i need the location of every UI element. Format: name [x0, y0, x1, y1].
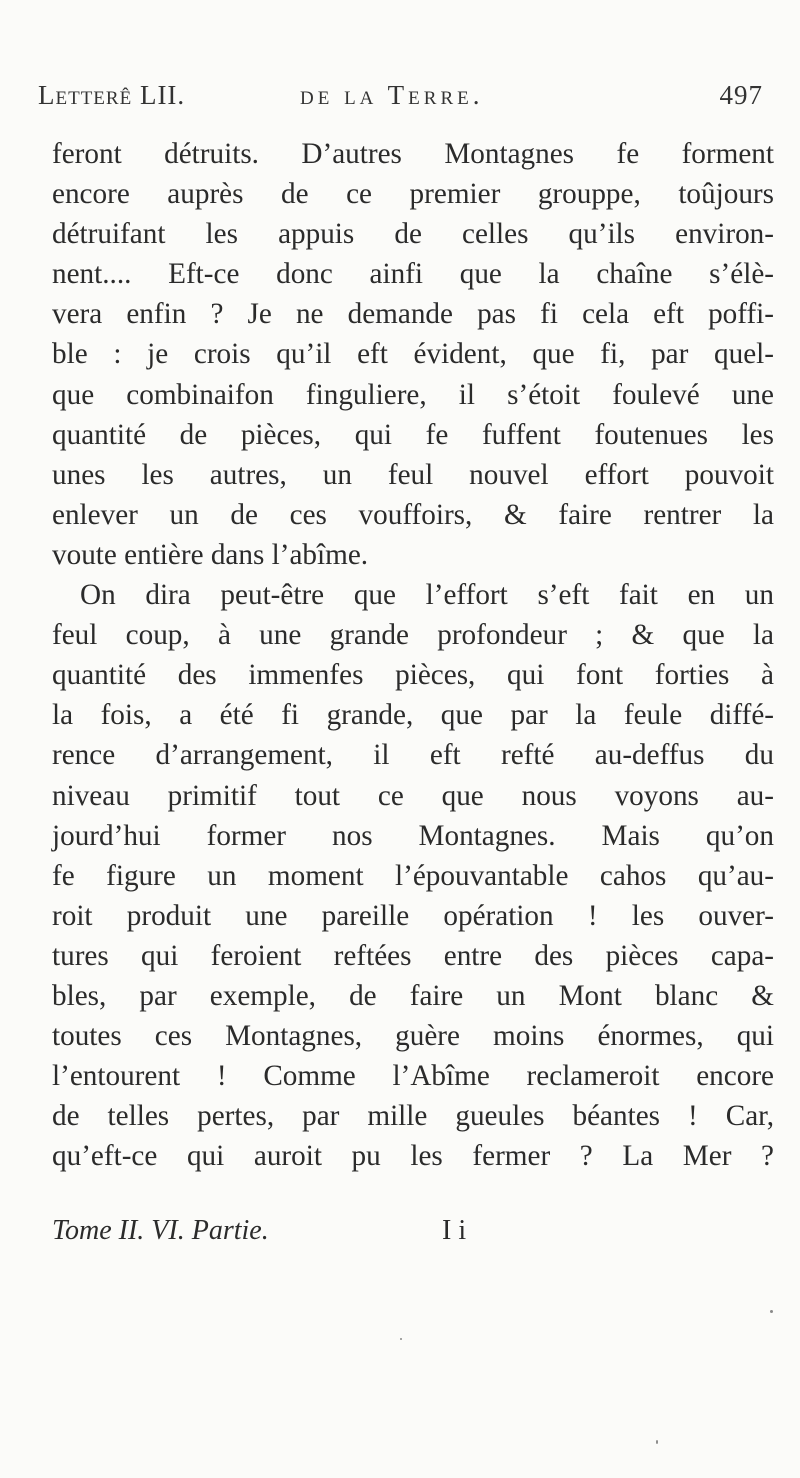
text-line: On dira peut-être que l’effort s’eft fait en un [80, 579, 774, 612]
text-line: ble : je crois qu’il eft évident, que fi, par quel- [52, 338, 774, 371]
text-line: voute entière dans l’abîme. [52, 538, 369, 571]
running-head-title: de la Terre. [300, 80, 484, 110]
text-line: encore auprès de ce premier grouppe, toûjours [52, 178, 774, 211]
text-line: qu’eft-ce qui auroit pu les fermer ? La Mer ? [52, 1140, 774, 1173]
paper-speck [770, 1310, 773, 1313]
text-line: quantité des immenfes pièces, qui font forties à [52, 659, 774, 692]
printer-signature-mark: I i [442, 1215, 467, 1246]
text-line: unes les autres, un feul nouvel effort pouvoit [52, 458, 774, 491]
text-line: bles, par exemple, de faire un Mont blanc & [52, 979, 774, 1012]
text-line: tures qui feroient reftées entre des pièces capa- [52, 939, 774, 972]
text-line: jourd’hui former nos Montagnes. Mais qu’on [52, 819, 774, 852]
page-footer [52, 1215, 764, 1251]
page-number: 497 [719, 80, 763, 110]
running-head-letter: Letterê LII. [38, 80, 186, 110]
text-line: feront détruits. D’autres Montagnes fe forment [52, 138, 774, 170]
body-text [52, 134, 774, 1176]
text-line: roit produit une pareille opération ! les ouver- [52, 899, 774, 932]
text-line: fe figure un moment l’épouvantable cahos qu’au- [52, 859, 774, 892]
text-line: de telles pertes, par mille gueules béantes ! Car, [52, 1100, 774, 1133]
text-line: toutes ces Montagnes, guère moins énormes, qui [52, 1020, 774, 1053]
volume-signature: Tome II. VI. Partie. [52, 1215, 269, 1246]
text-line: quantité de pièces, qui fe fuffent foutenues les [52, 418, 774, 451]
text-line: l’entourent ! Comme l’Abîme reclameroit encore [52, 1060, 774, 1093]
text-line: détruifant les appuis de celles qu’ils environ- [52, 218, 774, 251]
text-line: niveau primitif tout ce que nous voyons au- [52, 779, 774, 812]
text-line: nent.... Eft-ce donc ainfi que la chaîne s’élè- [52, 258, 774, 291]
paper-speck [400, 1338, 402, 1340]
text-line: rence d’arrangement, il eft refté au-deffus du [52, 739, 774, 772]
text-line: que combinaifon finguliere, il s’étoit foulevé une [52, 378, 774, 411]
text-line: la fois, a été fi grande, que par la feule diffé- [52, 699, 774, 732]
text-line: enlever un de ces vouffoirs, & faire rentrer la [52, 498, 774, 531]
paper-speck [656, 1440, 658, 1444]
text-line: feul coup, à une grande profondeur ; & que la [52, 619, 774, 652]
running-head [38, 80, 763, 120]
text-line: vera enfin ? Je ne demande pas fi cela eft poffi- [52, 298, 774, 331]
